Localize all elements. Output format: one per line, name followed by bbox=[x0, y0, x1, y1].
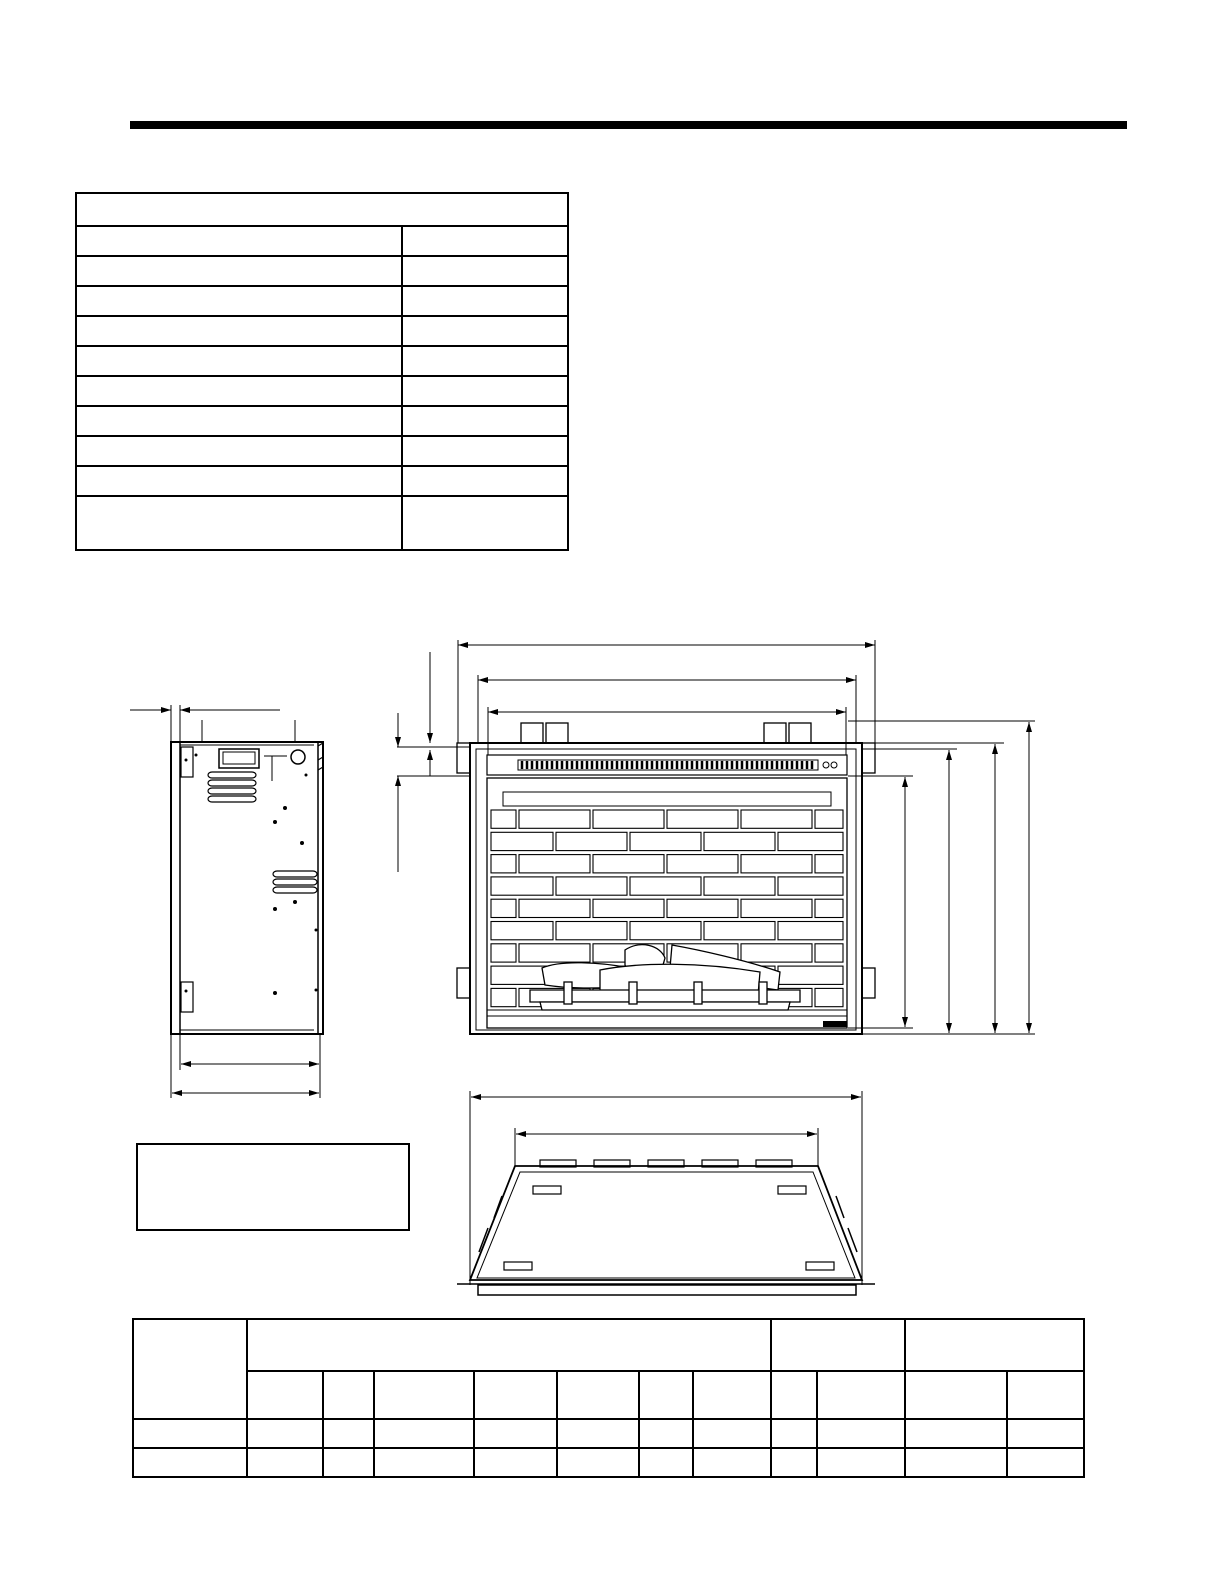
dim-cell bbox=[1007, 1448, 1084, 1477]
dim-cell bbox=[771, 1448, 817, 1477]
dim-cell bbox=[817, 1419, 905, 1448]
dim-cell bbox=[474, 1448, 557, 1477]
front-view bbox=[397, 640, 1035, 1034]
dim-cell bbox=[1007, 1419, 1084, 1448]
dim-subheader bbox=[323, 1371, 374, 1419]
dim-cell bbox=[374, 1448, 474, 1477]
dim-cell bbox=[323, 1448, 374, 1477]
note-box bbox=[136, 1143, 410, 1231]
dim-subheader bbox=[817, 1371, 905, 1419]
dim-subheader bbox=[374, 1371, 474, 1419]
dimension-table bbox=[132, 1318, 1085, 1478]
dim-cell bbox=[133, 1448, 247, 1477]
dim-cell bbox=[557, 1419, 639, 1448]
dim-cell bbox=[905, 1419, 1007, 1448]
dim-cell bbox=[133, 1419, 247, 1448]
dim-subheader bbox=[557, 1371, 639, 1419]
side-view bbox=[130, 705, 323, 1098]
dim-cell bbox=[374, 1419, 474, 1448]
dim-cell bbox=[639, 1419, 693, 1448]
dim-header-group-1 bbox=[247, 1319, 771, 1371]
dim-subheader bbox=[905, 1371, 1007, 1419]
dim-cell bbox=[693, 1419, 771, 1448]
dim-cell bbox=[905, 1448, 1007, 1477]
dim-cell bbox=[247, 1448, 323, 1477]
dim-subheader bbox=[639, 1371, 693, 1419]
dim-cell bbox=[817, 1448, 905, 1477]
dim-subheader bbox=[247, 1371, 323, 1419]
dim-cell bbox=[474, 1419, 557, 1448]
dim-subheader bbox=[693, 1371, 771, 1419]
dim-cell bbox=[323, 1419, 374, 1448]
dim-cell bbox=[247, 1419, 323, 1448]
dim-header-model bbox=[133, 1319, 247, 1419]
dim-subheader bbox=[1007, 1371, 1084, 1419]
dim-header-group-2 bbox=[771, 1319, 905, 1371]
dim-subheader bbox=[771, 1371, 817, 1419]
dim-cell bbox=[693, 1448, 771, 1477]
top-view bbox=[457, 1091, 875, 1295]
dim-cell bbox=[639, 1448, 693, 1477]
dim-header-group-3 bbox=[905, 1319, 1084, 1371]
dim-cell bbox=[557, 1448, 639, 1477]
dim-cell bbox=[771, 1419, 817, 1448]
dim-subheader bbox=[474, 1371, 557, 1419]
